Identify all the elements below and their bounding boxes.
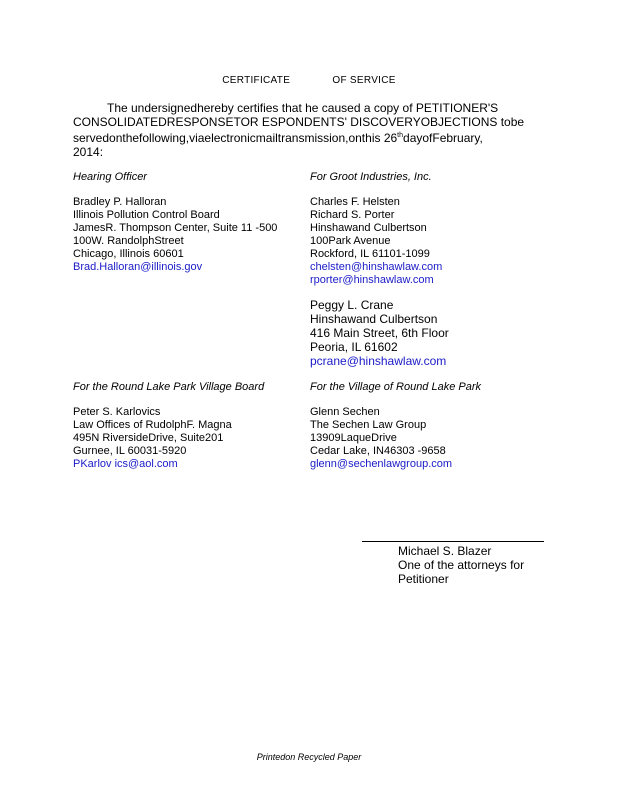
- body-line-2: CONSOLIDATEDRESPONSETOR ESPONDENTS' DISCOVERYOBJECTIONS tobe: [73, 115, 525, 129]
- address-line: The Sechen Law Group: [310, 419, 427, 431]
- address-line: 416 Main Street, 6th Floor: [310, 326, 449, 340]
- hearing-officer-address: [73, 196, 277, 274]
- groot-address: [310, 196, 442, 287]
- address-line: Richard S. Porter: [310, 209, 395, 221]
- crane-email-link[interactable]: pcrane@hinshawlaw.com: [310, 354, 447, 368]
- address-line: Peter S. Karlovics: [73, 406, 161, 418]
- address-line: Illinois Pollution Control Board: [73, 209, 220, 221]
- body-line-3-sup: th: [397, 132, 404, 139]
- hearing-officer-header: Hearing Officer: [73, 171, 147, 183]
- groot-header: For Groot Industries, Inc.: [310, 171, 432, 183]
- signature-block: [398, 544, 524, 586]
- village-board-header: For the Round Lake Park Village Board: [73, 381, 265, 393]
- signer-role: One of the attorneys for: [398, 558, 525, 572]
- footer-note: Printedon Recycled Paper: [256, 752, 362, 762]
- address-line: JamesR. Thompson Center, Suite 11 -500: [73, 222, 278, 234]
- address-line: Law Offices of RudolphF. Magna: [73, 419, 232, 431]
- village-address: [310, 406, 452, 471]
- village-board-address: [73, 406, 232, 471]
- title-right: OF SERVICE: [332, 75, 396, 86]
- address-line: Hinshawand Culbertson: [310, 312, 438, 326]
- groot-email-link-2[interactable]: rporter@hinshawlaw.com: [310, 274, 434, 286]
- signer-name: Michael S. Blazer: [398, 544, 492, 558]
- hearing-officer-email-link[interactable]: Brad.Halloran@illinois.gov: [73, 261, 203, 273]
- body-line-3b: dayofFebruary,: [403, 131, 483, 145]
- village-header: For the Village of Round Lake Park: [310, 381, 482, 393]
- address-line: Bradley P. Halloran: [73, 196, 167, 208]
- certificate-title: [0, 75, 618, 86]
- address-line: Peggy L. Crane: [310, 298, 394, 312]
- village-email-link[interactable]: glenn@sechenlawgroup.com: [310, 458, 453, 470]
- body-line-4: 2014:: [73, 145, 104, 159]
- groot-email-link-1[interactable]: chelsten@hinshawlaw.com: [310, 261, 443, 273]
- body-line-3a: servedonthefollowing,viaelectronicmailtransmission,onthis 26: [73, 131, 398, 145]
- address-line: Cedar Lake, IN46303 -9658: [310, 445, 446, 457]
- address-line: 100W. RandolphStreet: [73, 235, 184, 247]
- address-line: Gurnee, IL 60031-5920: [73, 445, 187, 457]
- body-line-1: The undersignedhereby certifies that he caused a copy of PETITIONER'S: [107, 101, 499, 115]
- title-left: CERTIFICATE: [222, 75, 291, 86]
- body-line-3: [73, 129, 543, 145]
- address-line: Charles F. Helsten: [310, 196, 400, 208]
- crane-address: [310, 298, 449, 368]
- village-board-email-link[interactable]: PKarlov ics@aol.com: [73, 458, 178, 470]
- address-line: Rockford, IL 61101-1099: [310, 248, 430, 260]
- signer-role: Petitioner: [398, 572, 449, 586]
- address-line: Glenn Sechen: [310, 406, 380, 418]
- certification-paragraph: [73, 101, 543, 159]
- address-line: Peoria, IL 61602: [310, 340, 398, 354]
- address-line: 495N RiversideDrive, Suite201: [73, 432, 224, 444]
- address-line: Chicago, Illinois 60601: [73, 248, 184, 260]
- address-line: Hinshawand Culbertson: [310, 222, 427, 234]
- signature-line: [362, 541, 544, 542]
- address-line: 13909LaqueDrive: [310, 432, 397, 444]
- address-line: 100Park Avenue: [310, 235, 391, 247]
